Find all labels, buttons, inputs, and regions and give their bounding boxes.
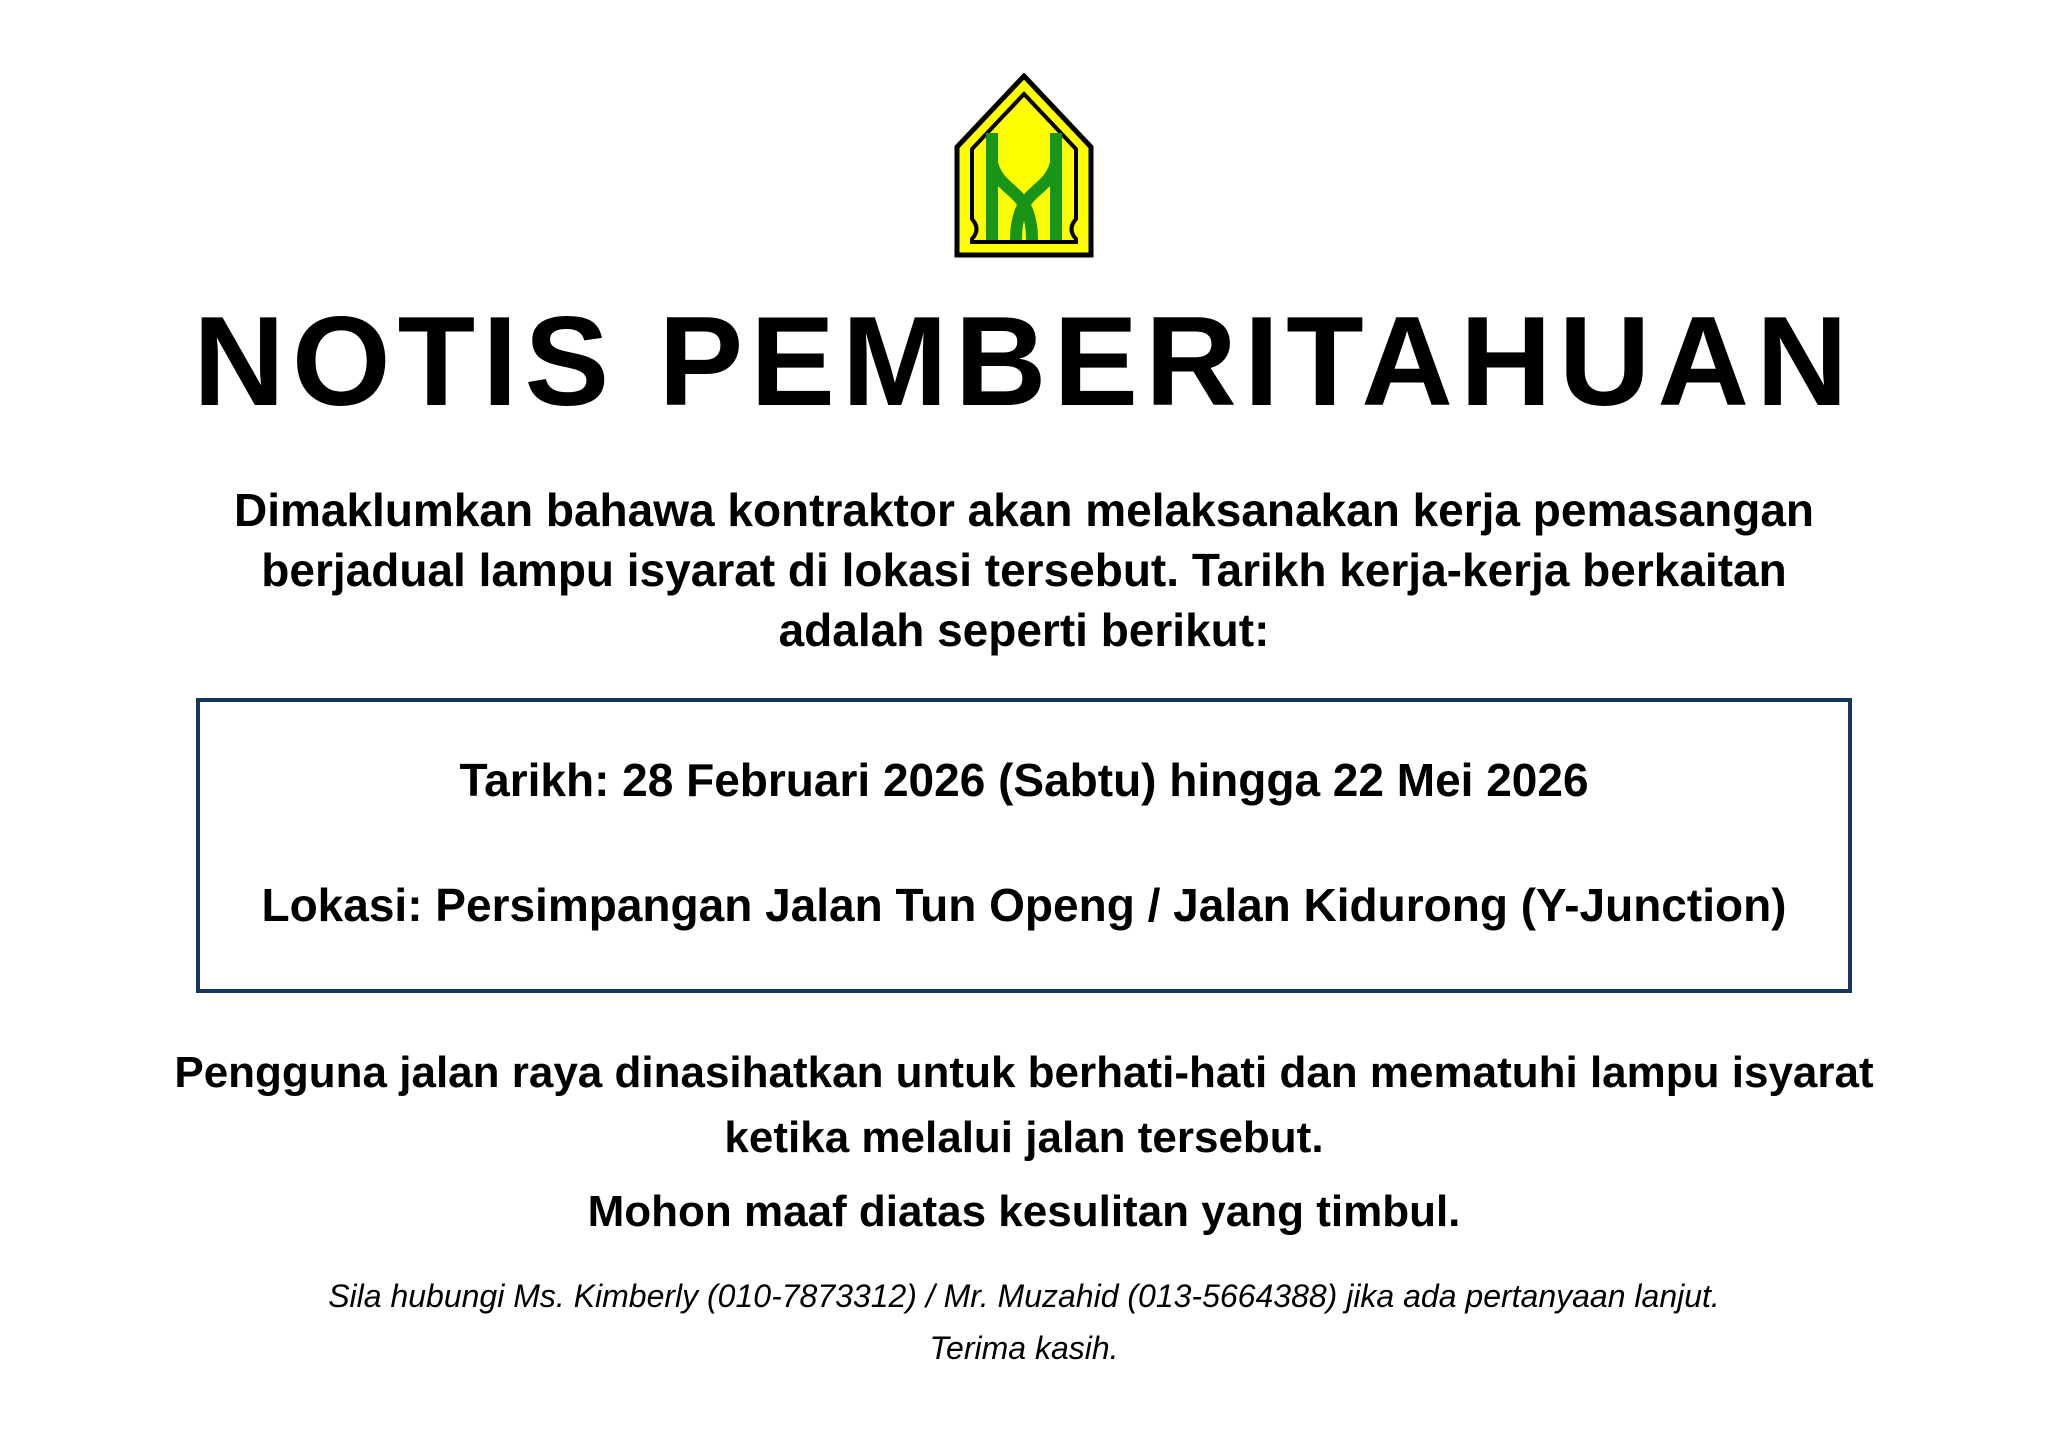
details-box <box>196 698 1852 993</box>
lokasi-line: Lokasi: Persimpangan Jalan Tun Openg / Jalan Kidurong (Y-Junction) <box>261 879 1787 931</box>
contact-line-2: Terima kasih. <box>929 1330 1119 1366</box>
advisory-line-2: ketika melalui jalan tersebut. <box>724 1113 1324 1162</box>
contact-line-1: Sila hubungi Ms. Kimberly (010-7873312) / Mr. Muzahid (013-5664388) jika ada pertanyaan lanjut. <box>328 1278 1720 1314</box>
apology-line: Mohon maaf diatas kesulitan yang timbul. <box>587 1187 1461 1236</box>
tarikh-line: Tarikh: 28 Februari 2026 (Sabtu) hingga 22 Mei 2026 <box>459 754 1589 806</box>
intro-line-3: adalah seperti berikut: <box>778 604 1270 656</box>
advisory-paragraph <box>0 1040 2048 1170</box>
intro-line-1: Dimaklumkan bahawa kontraktor akan melaksanakan kerja pemasangan <box>233 484 1815 536</box>
bda-logo-icon <box>954 73 1094 258</box>
contact-paragraph <box>0 1270 2048 1374</box>
advisory-line-1: Pengguna jalan raya dinasihatkan untuk berhati-hati dan mematuhi lampu isyarat <box>174 1048 1874 1097</box>
bda-logo <box>954 73 1094 258</box>
intro-line-2: berjadual lampu isyarat di lokasi tersebut. Tarikh kerja-kerja berkaitan <box>261 544 1787 596</box>
intro-paragraph <box>0 480 2048 660</box>
notice-title: NOTIS PEMBERITAHUAN <box>193 290 1855 432</box>
